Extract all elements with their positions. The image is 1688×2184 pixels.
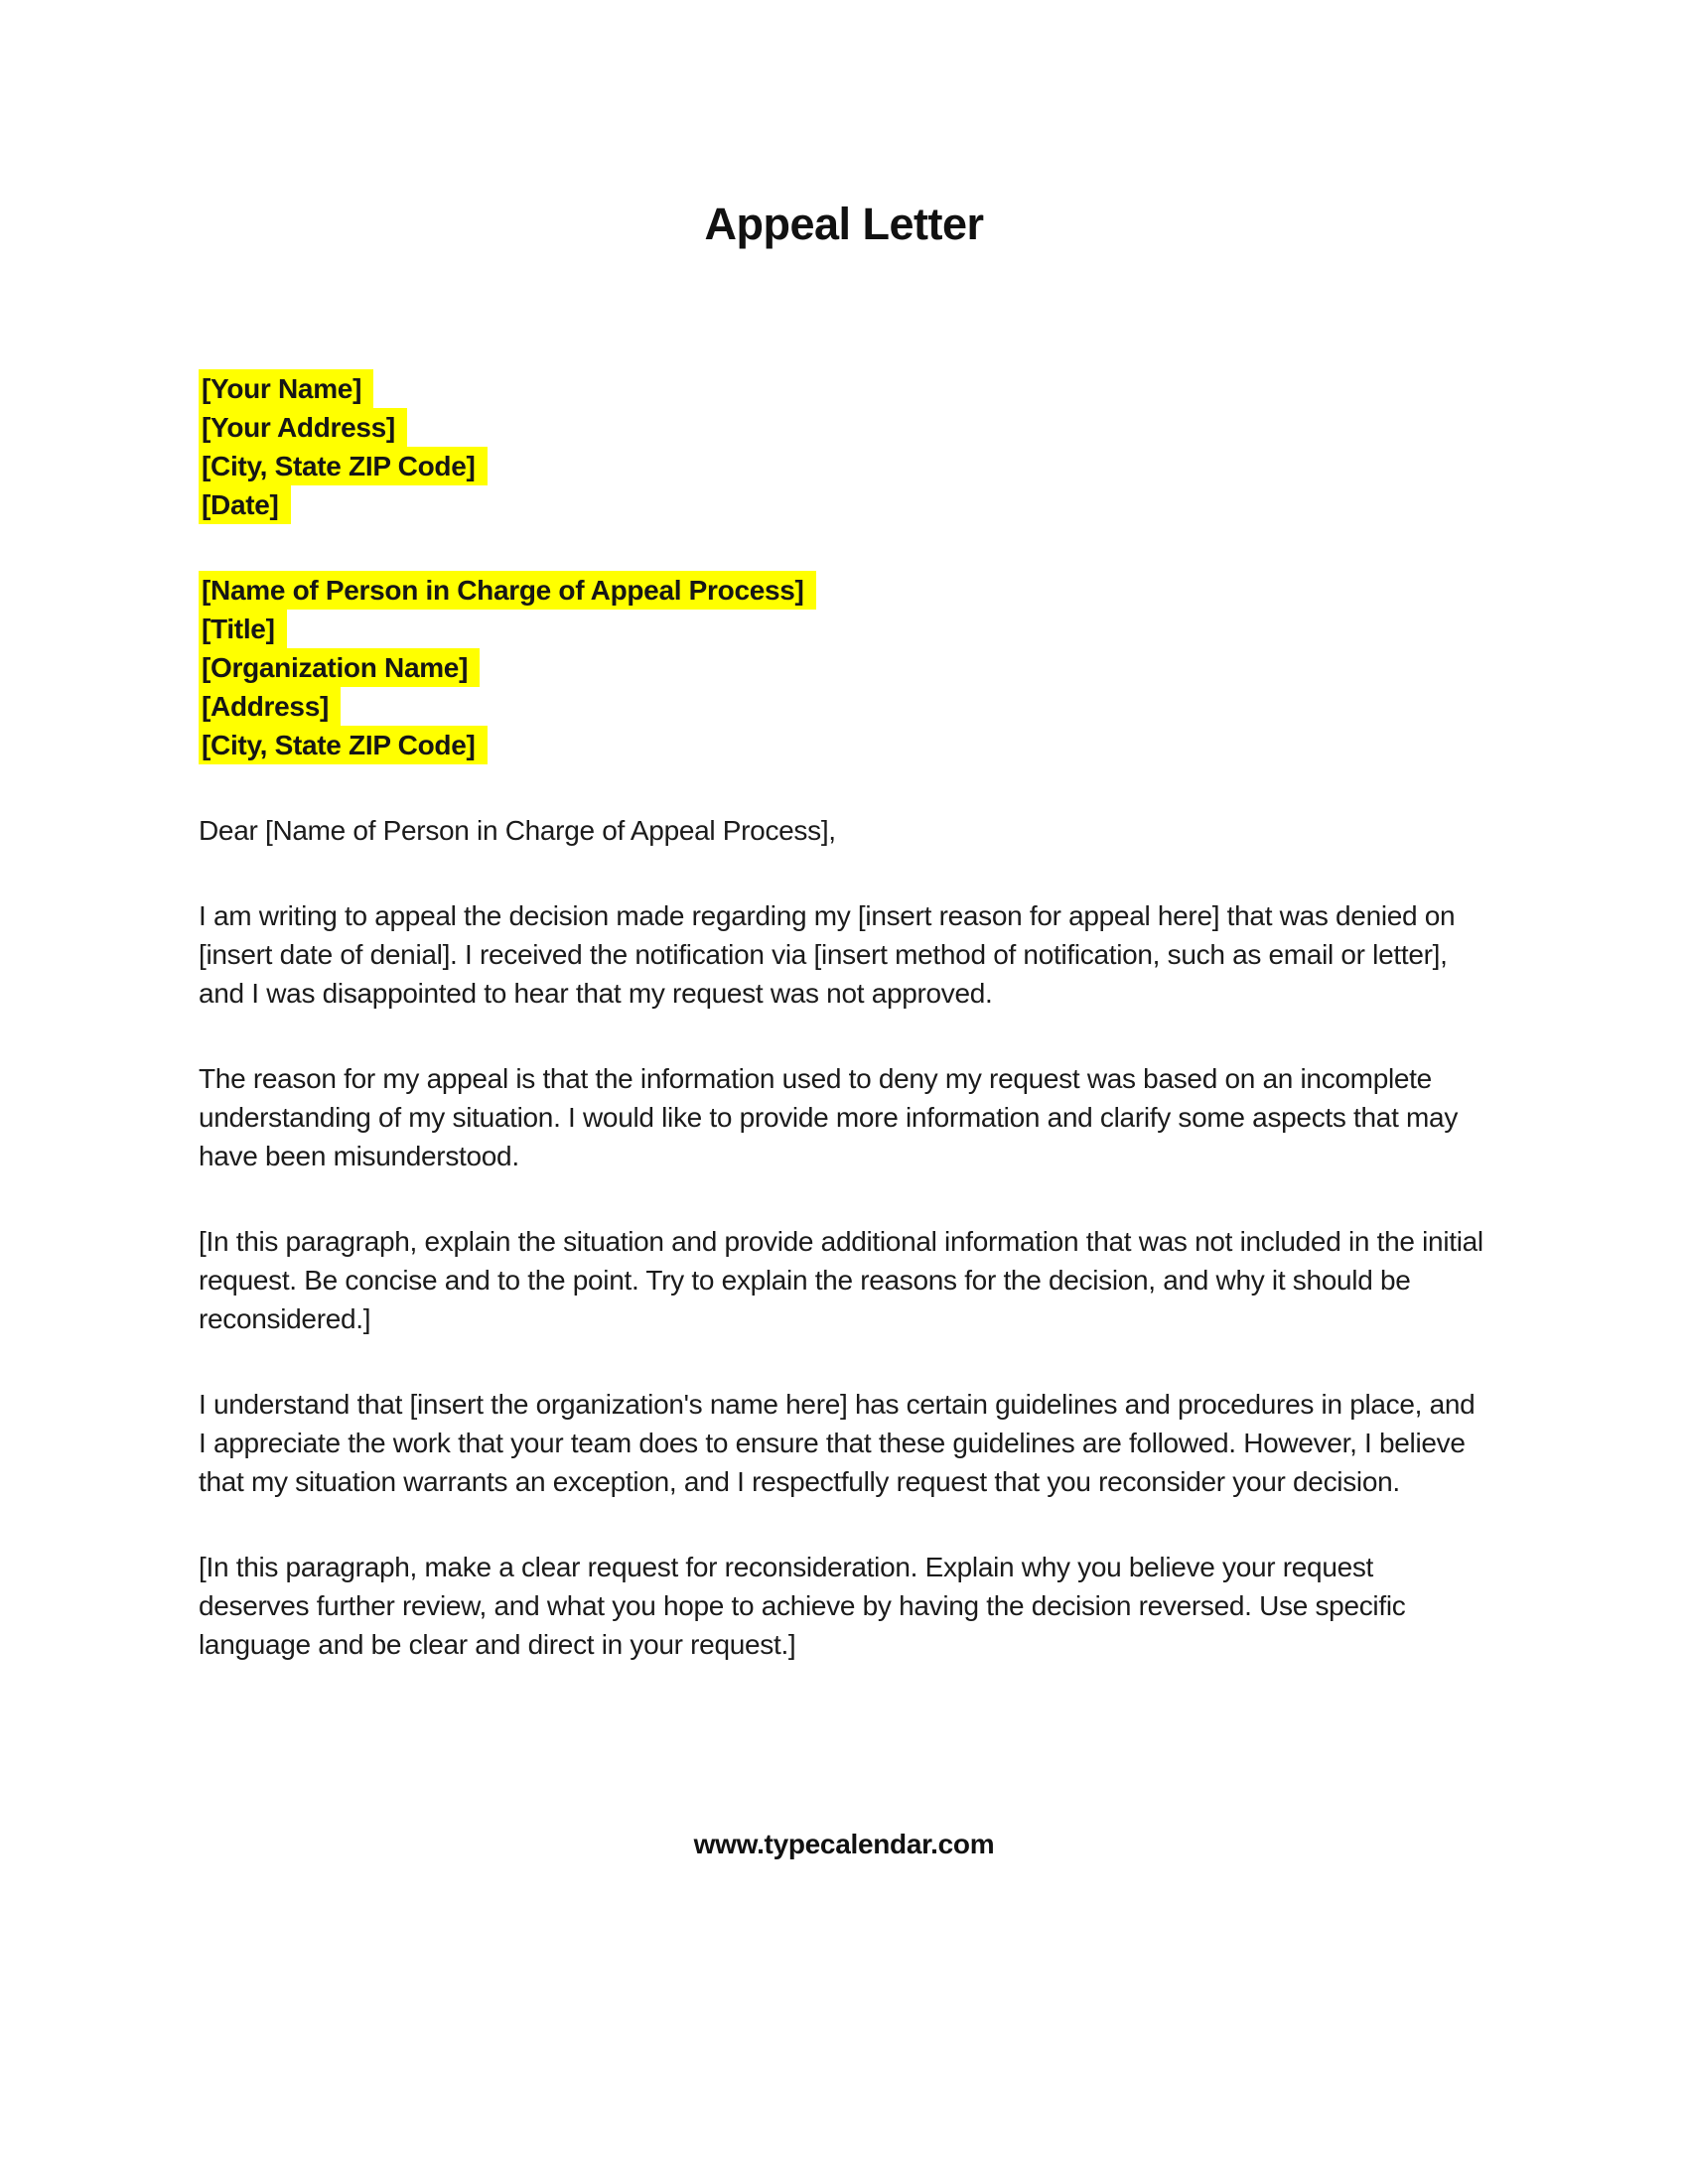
sender-line <box>199 369 1489 408</box>
body-paragraph-3: [In this paragraph, explain the situation and provide additional information that was not included in the initial request. Be concise and to the point. Try to explain the reasons for the decision, and why it should be reconsidered.] <box>199 1226 1483 1334</box>
body-paragraph-2: The reason for my appeal is that the information used to deny my request was based on an incomplete understanding of my situation. I would like to provide more information and clarify some aspects that may have been misunderstood. <box>199 1063 1459 1171</box>
recipient-line <box>199 610 1489 648</box>
highlighted-placeholder: [Title] <box>199 610 287 648</box>
recipient-line <box>199 687 1489 726</box>
salutation: Dear [Name of Person in Charge of Appeal Process], <box>199 815 836 846</box>
recipient-line <box>199 648 1489 687</box>
highlighted-placeholder: [Address] <box>199 687 341 726</box>
body-paragraph-1: I am writing to appeal the decision made regarding my [insert reason for appeal here] that was denied on [insert date of denial]. I received the notification via [insert method of notification, such as email or letter], and I was disappointed to hear that my request was not approved. <box>199 900 1456 1009</box>
sender-line <box>199 447 1489 485</box>
highlighted-placeholder: [City, State ZIP Code] <box>199 726 488 764</box>
sender-line <box>199 408 1489 447</box>
highlighted-placeholder: [Organization Name] <box>199 648 480 687</box>
highlighted-placeholder: [Your Address] <box>199 408 407 447</box>
highlighted-placeholder: [Date] <box>199 485 291 524</box>
recipient-line <box>199 571 1489 610</box>
sender-line <box>199 485 1489 524</box>
body-paragraph-4: I understand that [insert the organization's name here] has certain guidelines and procedures in place, and I appreciate the work that your team does to ensure that these guidelines are followed. However, I believe that my situation warrants an exception, and I respectfully request that you reconsider your decision. <box>199 1389 1476 1497</box>
highlighted-placeholder: [Your Name] <box>199 369 373 408</box>
highlighted-placeholder: [Name of Person in Charge of Appeal Process] <box>199 571 816 610</box>
sender-block <box>199 369 1489 524</box>
recipient-block <box>199 571 1489 764</box>
highlighted-placeholder: [City, State ZIP Code] <box>199 447 488 485</box>
document-title: Appeal Letter <box>704 199 984 249</box>
footer-url: www.typecalendar.com <box>693 1829 995 1859</box>
recipient-line <box>199 726 1489 764</box>
body-paragraph-5: [In this paragraph, make a clear request for reconsideration. Explain why you believe your request deserves further review, and what you hope to achieve by having the decision reversed. Use specific language and be clear and direct in your request.] <box>199 1552 1406 1660</box>
